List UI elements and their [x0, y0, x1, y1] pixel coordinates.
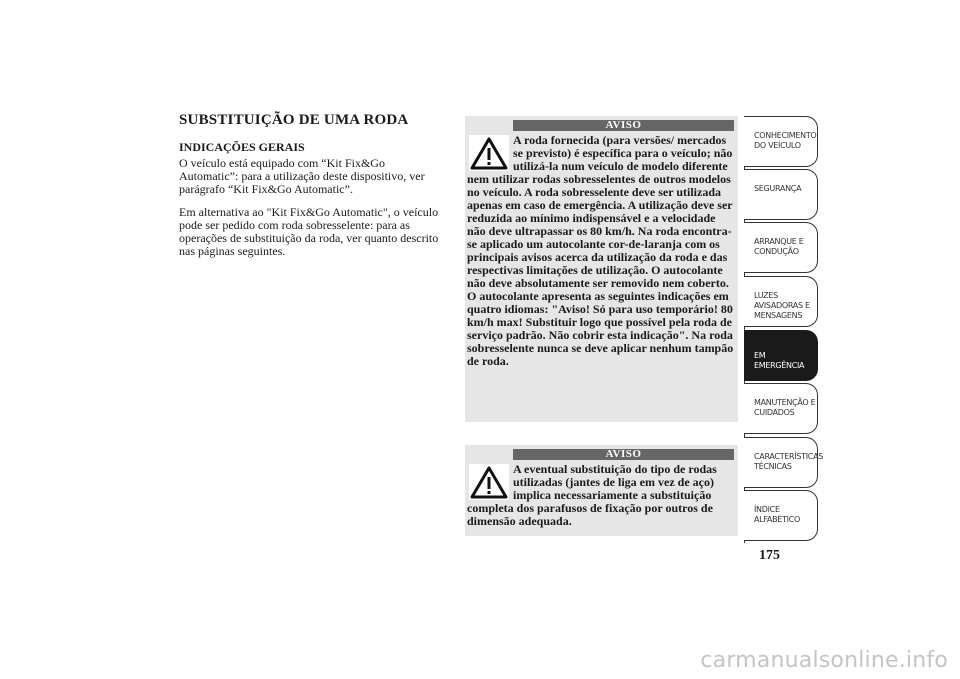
warning-heading: AVISO [513, 449, 734, 460]
section-subtitle: INDICAÇÕES GERAIS [179, 140, 305, 154]
watermark: carmanualsonline.info [700, 648, 948, 673]
warning-triangle-icon [469, 464, 509, 500]
chapter-tabs [744, 116, 824, 543]
warning-box [465, 116, 738, 422]
tab-emergencia[interactable]: EM EMERGÊNCIA [744, 330, 818, 381]
page-number: 175 [759, 548, 780, 563]
tab-luzes[interactable]: LUZES AVISADORAS E MENSAGENS [744, 276, 818, 327]
tab-caracteristicas[interactable]: CARACTERÍSTICAS TÉCNICAS [744, 437, 818, 488]
section-title: SUBSTITUIÇÃO DE UMA RODA [179, 112, 409, 128]
warning-box [465, 445, 738, 536]
tab-conhecimento[interactable]: CONHECIMENTO DO VEÍCULO [744, 116, 818, 167]
warning-text: A roda fornecida (para versões/ mercados se previsto) é específica para o veículo; não utilizá-la num veículo de modelo diferente nem utilizar rodas sobresselentes de outros modelos no veículo. A roda sobresselente deve ser utilizada apenas em caso de emergência. A utilização deve ser reduzida ao mínimo indispensável e a velocidade não deve ultrapassar os 80 km/h. Na roda encontra-se aplicado um autocolante cor-de-laranja com os principais avisos acerca da utilização da roda e das respectivas limitações de utilização. O autocolante não deve absolutamente ser removido nem coberto. O autocolante apresenta as seguintes indicações em quatro idiomas: "Aviso! Só para uso temporário! 80 km/h max! Substituir logo que possível pela roda de serviço padrão. Não cobrir esta indicação". Na roda sobresselente nunca se deve aplicar nenhum tampão de roda. [467, 133, 734, 368]
warning-heading: AVISO [513, 120, 734, 131]
body-paragraph: O veículo está equipado com “Kit Fix&Go Automatic”: para a utilização deste dispositivo, ver parágrafo “Kit Fix&Go Automatic”. [179, 156, 425, 196]
tab-manutencao[interactable]: MANUTENÇÃO E CUIDADOS [744, 383, 818, 434]
body-paragraph: Em alternativa ao "Kit Fix&Go Automatic", o veículo pode ser pedido com roda sobresselente: para as operações de substituição da roda, ver quanto descrito nas páginas seguintes. [179, 205, 439, 258]
warning-text: A eventual substituição do tipo de rodas utilizadas (jantes de liga em vez de aço) implica necessariamente a substituição completa dos parafusos de fixação por outros de dimensão adequada. [467, 462, 717, 528]
tab-indice[interactable]: ÍNDICE ALFABÉTICO [744, 490, 818, 541]
tab-arranque[interactable]: ARRANQUE E CONDUÇÃO [744, 222, 818, 273]
tab-seguranca[interactable]: SEGURANÇA [744, 169, 818, 220]
warning-triangle-icon [469, 135, 509, 171]
